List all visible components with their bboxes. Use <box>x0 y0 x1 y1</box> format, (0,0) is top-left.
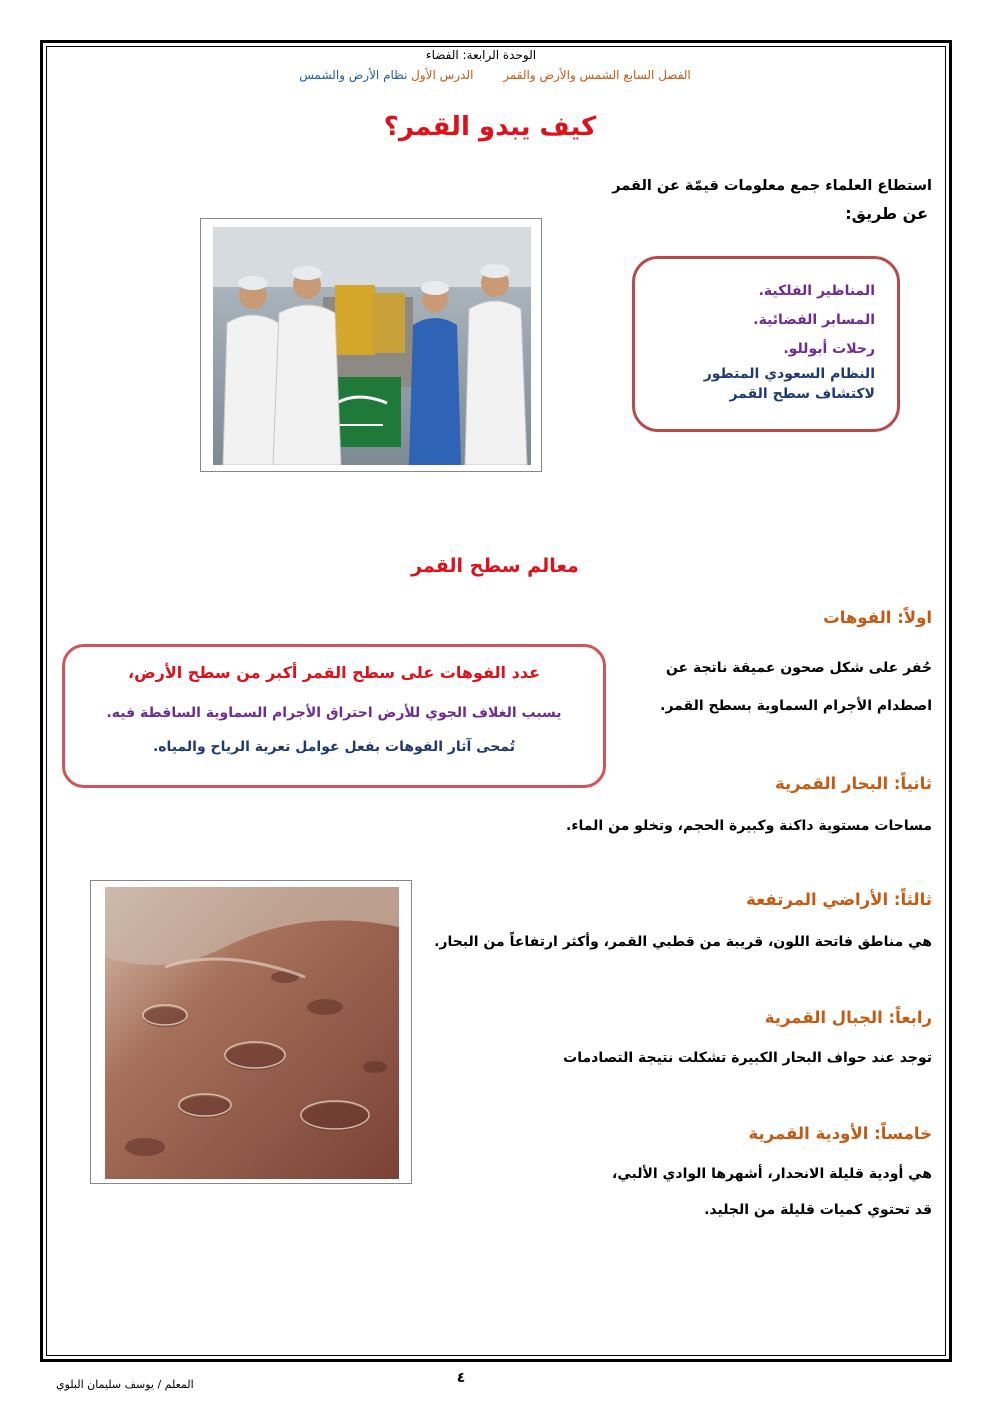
highlands-title: ثالثاً: الأراضي المرتفعة <box>746 890 932 909</box>
craters-note-box <box>62 644 606 788</box>
methods-box <box>632 256 900 432</box>
scientists-photo-image <box>213 227 531 465</box>
mountains-text: توجد عند حواف البحار الكبيرة تشكلت نتيجة التصادمات <box>563 1050 932 1066</box>
craters-text-1: حُفر على شكل صحون عميقة ناتجة عن <box>665 660 932 676</box>
moon-surface-image <box>105 887 399 1179</box>
scientists-photo <box>200 218 542 472</box>
page-title: كيف يبدو القمر؟ <box>383 112 597 142</box>
method-item: المناظير الفلكية. <box>758 283 875 299</box>
lesson-label: الدرس الأول <box>411 68 474 82</box>
teacher-name: المعلم / يوسف سليمان البلوي <box>56 1378 194 1391</box>
intro-text-2: عن طريق: <box>845 204 928 223</box>
unit-heading: الوحدة الرابعة: الفضاء <box>425 48 537 62</box>
note-line-1: عدد الفوهات على سطح القمر أكبر من سطح الأرض، <box>128 663 540 682</box>
note-line-2: يسبب الغلاف الجوي للأرض احتراق الأجرام السماوية الساقطة فيه. <box>106 705 562 721</box>
moon-surface-photo <box>90 880 412 1184</box>
method-item: رحلات أبوللو. <box>783 341 875 357</box>
intro-text: استطاع العلماء جمع معلومات قيمّة عن القمر <box>612 178 932 194</box>
valleys-title: خامساً: الأودية القمرية <box>748 1124 932 1143</box>
valleys-text-2: قد تحتوي كميات قليلة من الجليد. <box>704 1202 932 1218</box>
note-line-3: تُمحى آثار الفوهات بفعل عوامل تعرية الرياح والمياه. <box>152 739 516 755</box>
method-item: النظام السعودي المتطور <box>703 366 875 382</box>
valleys-text-1: هي أودية قليلة الانحدار، أشهرها الوادي الألبي، <box>612 1166 932 1182</box>
page-number: ٤ <box>456 1370 466 1386</box>
chapter-heading <box>250 68 740 82</box>
chapter-label: الفصل السابع الشمس والأرض والقمر <box>503 68 691 82</box>
craters-text-2: اصطدام الأجرام السماوية بسطح القمر. <box>660 698 932 714</box>
lesson-title: نظام الأرض والشمس <box>299 68 408 82</box>
highlands-text: هي مناطق فاتحة اللون، قريبة من قطبي القمر، وأكثر ارتفاعاً من البحار. <box>434 934 932 950</box>
features-title: معالم سطح القمر <box>411 555 579 577</box>
mountains-title: رابعاً: الجبال القمرية <box>764 1008 932 1027</box>
method-item: المسابر الفضائية. <box>753 312 875 328</box>
method-item: لاكتشاف سطح القمر <box>729 386 875 402</box>
craters-title: اولاً: الفوهات <box>823 608 932 627</box>
seas-text: مساحات مستوية داكنة وكبيرة الحجم، وتخلو من الماء. <box>566 818 932 834</box>
methods-list <box>704 277 875 404</box>
seas-title: ثانياً: البحار القمرية <box>774 774 932 793</box>
